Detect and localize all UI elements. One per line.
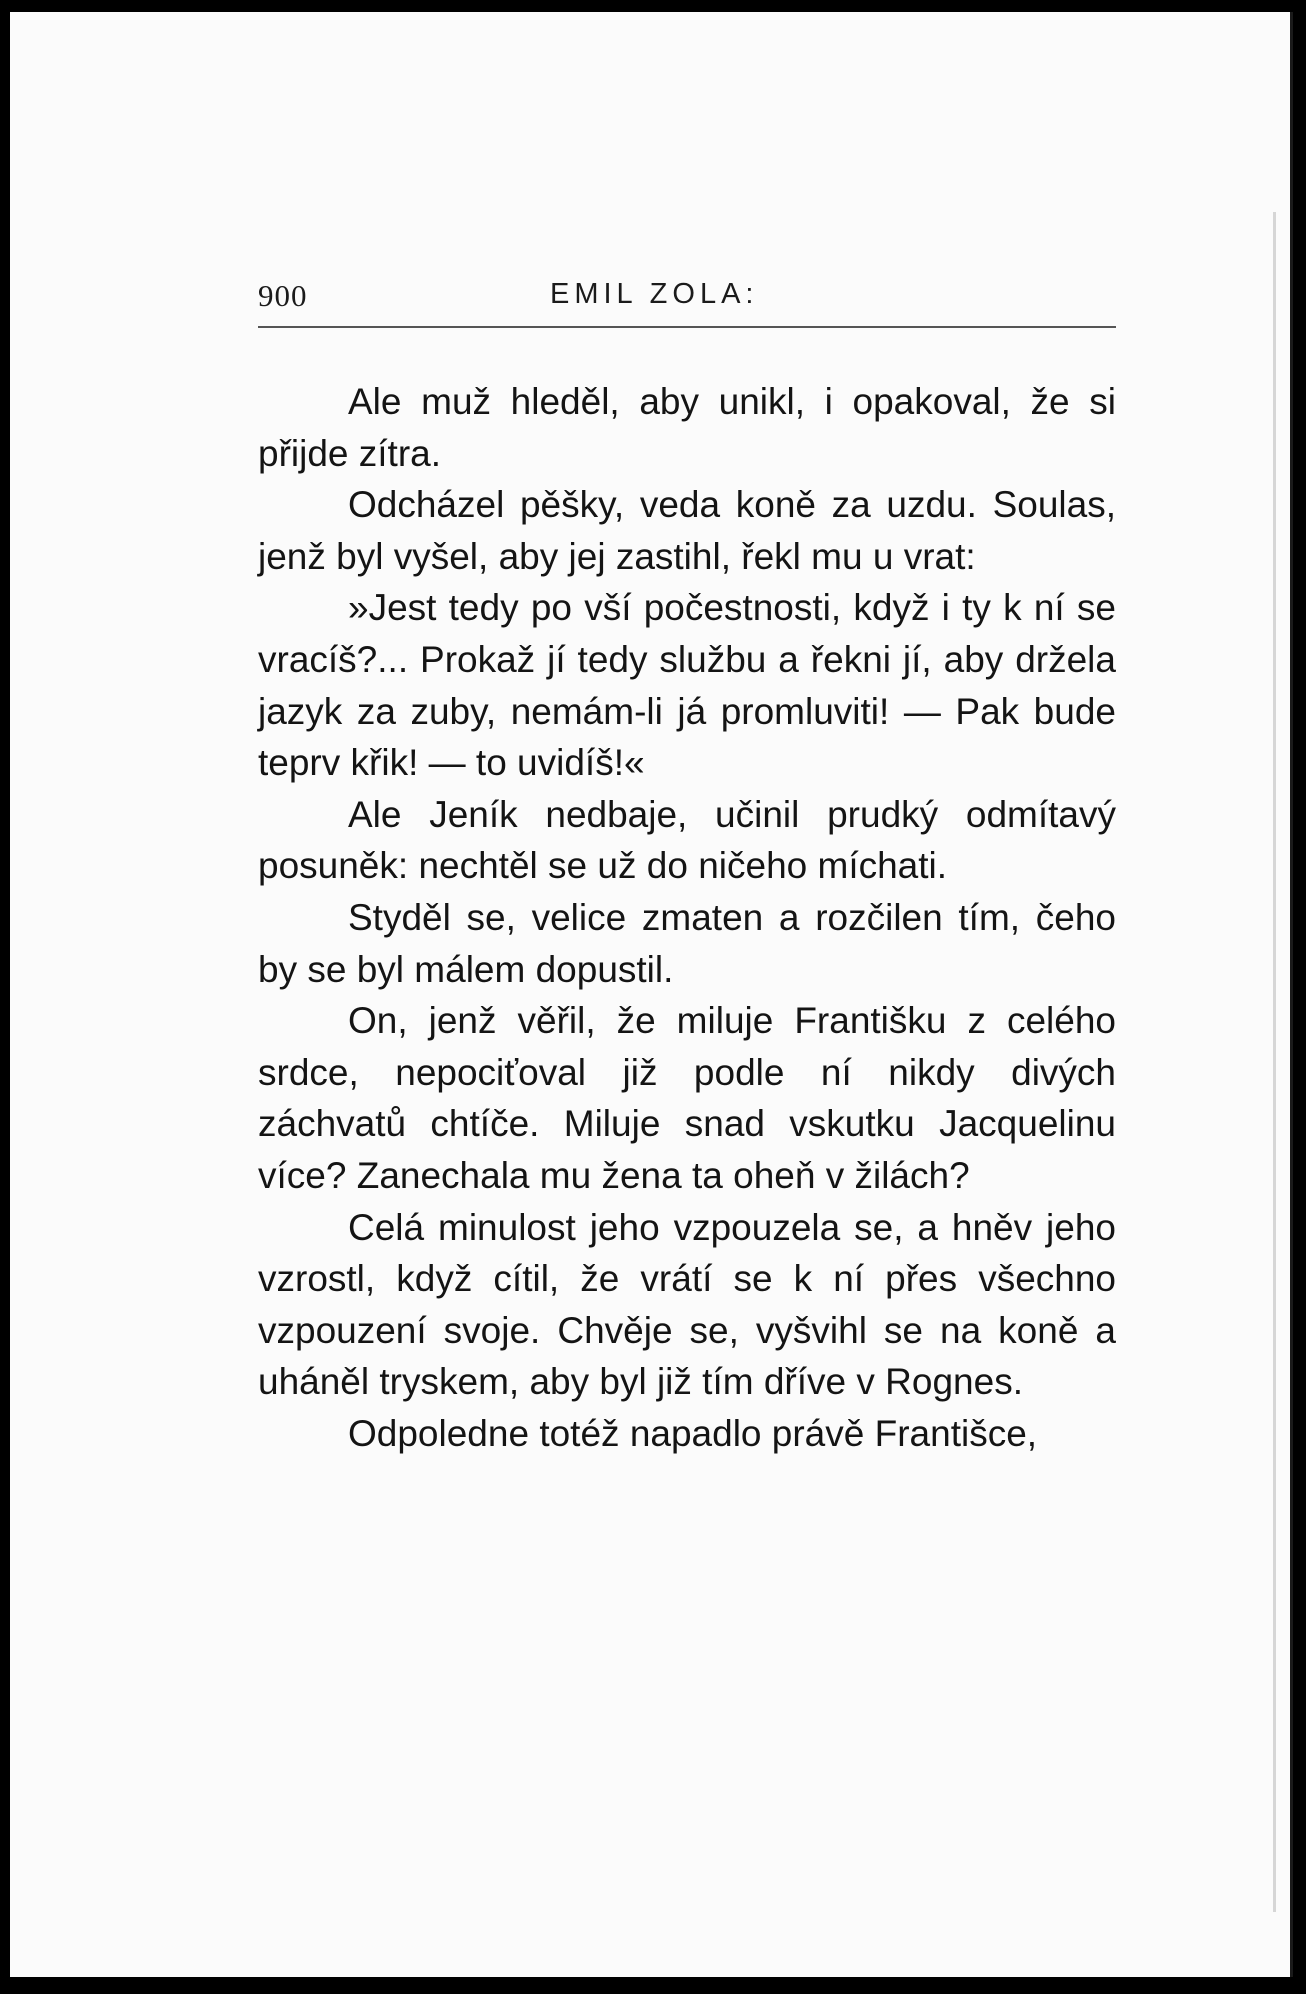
paragraph: Ale muž hleděl, aby unikl, i opakoval, že si přijde zítra. bbox=[258, 381, 1116, 474]
paragraph: On, jenž věřil, že miluje Františku z celého srdce, nepociťoval již podle ní nikdy divých záchvatů chtíče. Miluje snad vskutku Jacquelinu více? Zanechala mu žena ta oheň v žilách? bbox=[258, 1000, 1116, 1196]
paragraph: Odcházel pěšky, veda koně za uzdu. Soulas, jenž byl vyšel, aby jej zastihl, řekl mu u vrat: bbox=[258, 484, 1116, 577]
page-header bbox=[258, 272, 1116, 324]
header-rule bbox=[258, 326, 1116, 328]
page-number: 900 bbox=[258, 278, 308, 313]
paragraph: »Jest tedy po vší počestnosti, když i ty k ní se vracíš?... Prokaž jí tedy službu a řekni jí, aby držela jazyk za zuby, nemám-li já promluviti! — Pak bude teprv křik! — to uvidíš!« bbox=[258, 587, 1116, 784]
paragraph: Odpoledne totéž napadlo právě Františce, bbox=[348, 1412, 1038, 1454]
body-text bbox=[258, 376, 1116, 1459]
page-edge-shadow bbox=[1273, 212, 1276, 1912]
paragraph: Ale Jeník nedbaje, učinil prudký odmítavý posuněk: nechtěl se už do ničeho míchati. bbox=[258, 793, 1116, 887]
paragraph: Styděl se, velice zmaten a rozčilen tím, čeho by se byl málem dopustil. bbox=[258, 896, 1116, 990]
running-title: EMIL ZOLA: bbox=[550, 278, 759, 310]
paragraph: Celá minulost jeho vzpouzela se, a hněv jeho vzrostl, když cítil, že vrátí se k ní přes všechno vzpouzení svoje. Chvěje se, vyšvihl se na koně a uháněl tryskem, aby byl již tím dříve v Rognes. bbox=[258, 1206, 1116, 1403]
